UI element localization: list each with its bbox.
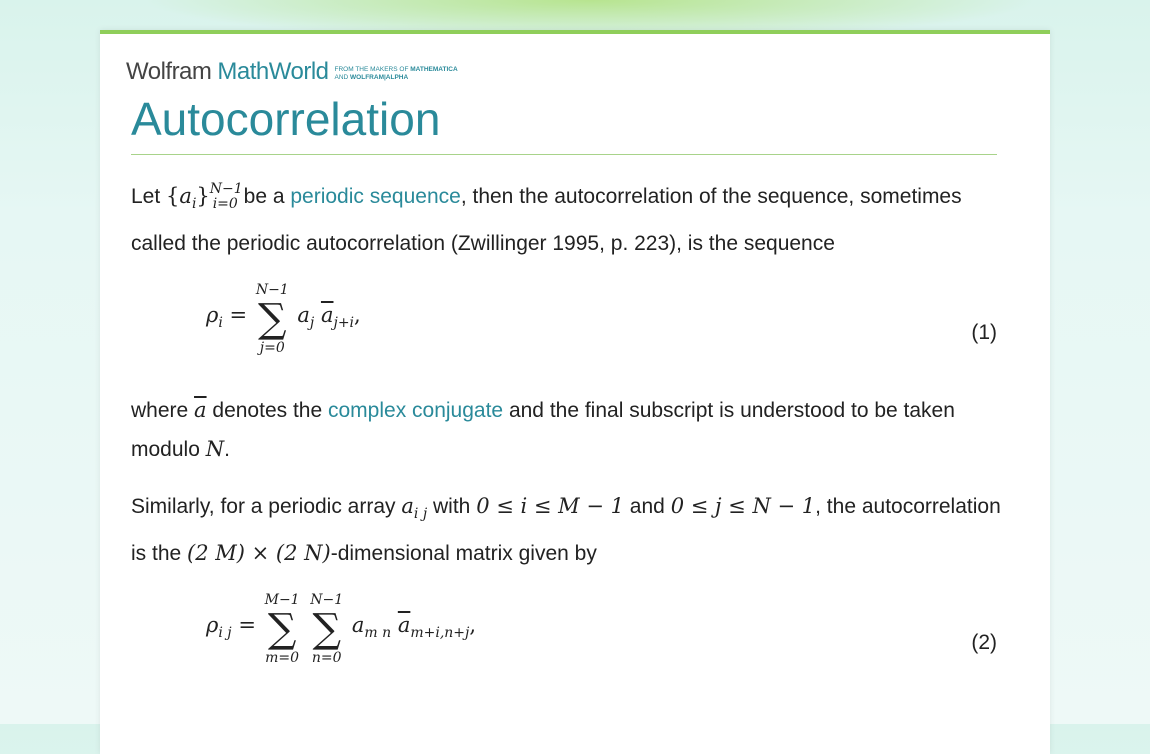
sequence-notation: $\{a_i\}^{N-1}_{i=0}$	[166, 181, 243, 213]
page-title: Autocorrelation	[131, 93, 441, 145]
equation-1	[131, 281, 1001, 381]
summation-symbol-m: M−1 ∑ m=0	[264, 592, 300, 667]
equation-2	[131, 591, 1001, 691]
equation-2-formula: $\rho_{i j}$ = M−1 ∑ m=0 N−1 ∑ n=0 $a_{m n}$ $\overline{a}_{m+i,n+j}$,	[206, 592, 477, 667]
paragraph-1: Let $\{a_i\}^{N-1}_{i=0}$ be a periodic sequence, then the autocorrelation of the sequence, sometimes called the periodic autocorrelation (Zwillinger 1995, p. 223), is the sequence	[131, 181, 962, 256]
paragraph-3: Similarly, for a periodic array $a_{i j}$ with 0 ≤ i ≤ M − 1 and 0 ≤ j ≤ N − 1, the autocorrelation is the (2 M) × (2 N)-dimensional matrix given by	[131, 494, 1001, 566]
logo-tagline: FROM THE MAKERS OF MATHEMATICA AND WOLFRAM|ALPHA	[334, 66, 458, 81]
site-logo[interactable]	[126, 58, 458, 86]
article-card	[100, 30, 1050, 754]
equation-2-number: (2)	[971, 631, 997, 655]
article-body	[131, 172, 1001, 701]
summation-symbol: N−1 ∑ j=0	[255, 282, 289, 357]
periodic-sequence-link[interactable]: periodic sequence	[290, 185, 461, 208]
complex-conjugate-link[interactable]: complex conjugate	[328, 399, 504, 423]
summation-symbol-n: N−1 ∑ n=0	[310, 592, 344, 667]
title-divider	[131, 154, 997, 155]
paragraph-2: where $\overline{a}$ denotes the complex conjugate and the final subscript is understood to be taken modulo N.	[131, 398, 955, 462]
equation-1-formula: $\rho_i$ = N−1 ∑ j=0 $a_j$ $\overline{a}_{j+i}$,	[206, 282, 361, 357]
equation-1-number: (1)	[971, 321, 997, 345]
logo-mathworld-text: MathWorld	[217, 58, 329, 85]
logo-wolfram-text: Wolfram	[126, 58, 212, 85]
